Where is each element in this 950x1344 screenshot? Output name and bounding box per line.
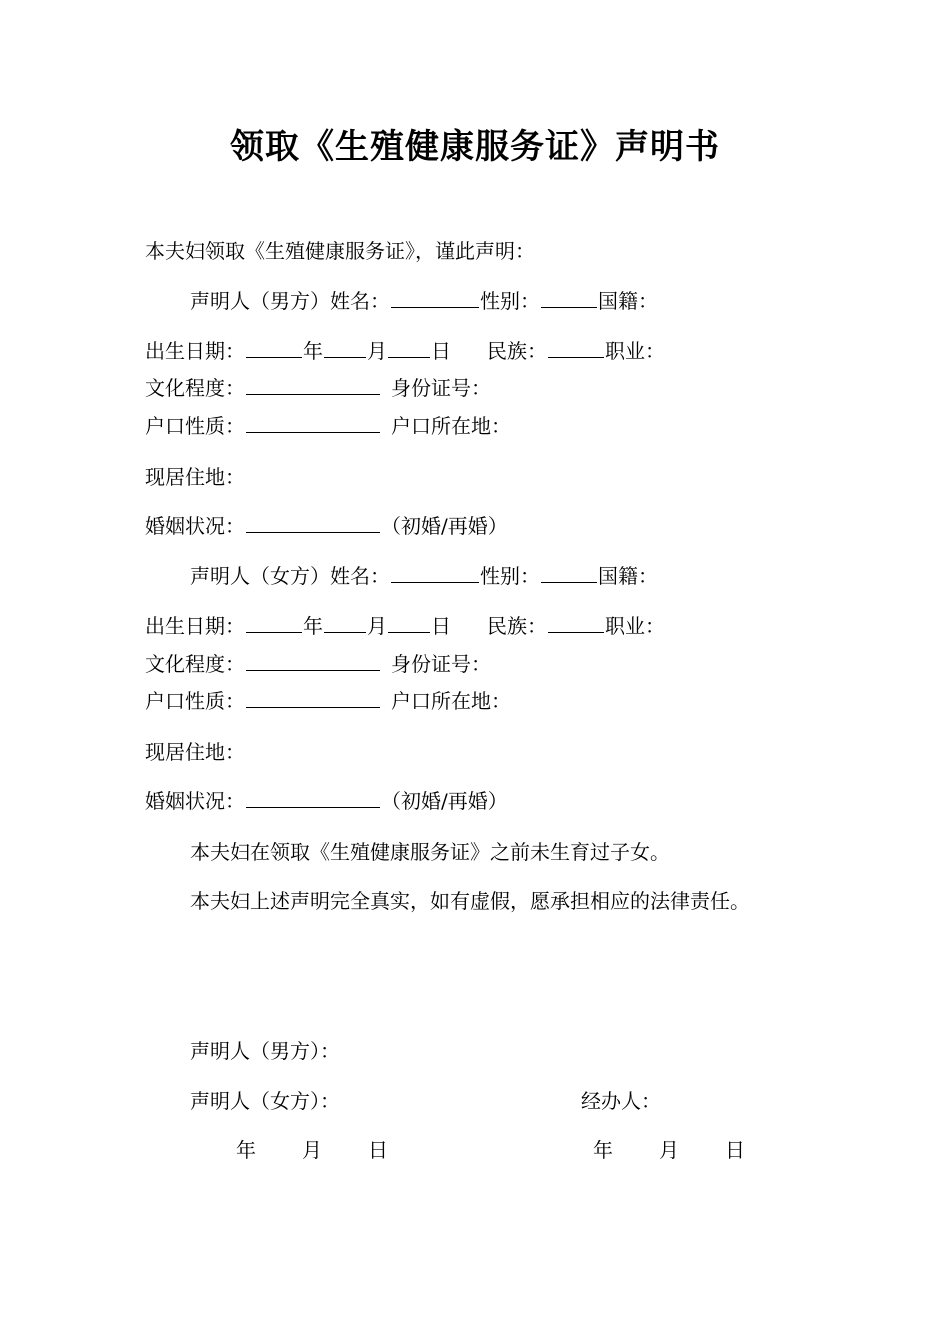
male-name-row xyxy=(190,287,658,315)
sign-day-label: 日 xyxy=(368,1138,388,1162)
female-hukou-row xyxy=(145,687,511,715)
month-label: 月 xyxy=(367,614,387,638)
female-marital-row xyxy=(145,787,508,815)
male-birth-day-blank[interactable] xyxy=(388,337,430,358)
female-residence-row xyxy=(145,738,245,766)
male-hukou-blank[interactable] xyxy=(246,412,380,433)
male-name-blank[interactable] xyxy=(391,287,479,308)
residence-label: 现居住地： xyxy=(145,740,245,764)
male-signature-label: 声明人（男方）： xyxy=(190,1039,340,1063)
female-marital-blank[interactable] xyxy=(246,787,380,808)
female-name-blank[interactable] xyxy=(391,562,479,583)
statement-truthful: 本夫妇上述声明完全真实，如有虚假，愿承担相应的法律责任。 xyxy=(190,889,750,913)
birth-date-label: 出生日期： xyxy=(145,614,245,638)
ethnicity-label: 民族： xyxy=(487,339,547,363)
education-label: 文化程度： xyxy=(145,652,245,676)
hukou-location-label: 户口所在地： xyxy=(391,414,511,438)
female-name-row xyxy=(190,562,658,590)
male-birth-year-blank[interactable] xyxy=(246,337,302,358)
male-ethnicity-blank[interactable] xyxy=(548,337,604,358)
id-number-label: 身份证号： xyxy=(391,652,491,676)
female-education-row xyxy=(145,650,491,678)
id-number-label: 身份证号： xyxy=(391,376,491,400)
marital-status-label: 婚姻状况： xyxy=(145,514,245,538)
male-residence-row xyxy=(145,463,245,491)
month-label: 月 xyxy=(367,339,387,363)
hukou-location-label: 户口所在地： xyxy=(391,689,511,713)
year-label: 年 xyxy=(303,339,323,363)
female-birth-row xyxy=(145,612,665,640)
nationality-label: 国籍： xyxy=(598,289,658,313)
gender-label: 性别： xyxy=(480,289,540,313)
marital-options: （初婚/再婚） xyxy=(381,514,508,538)
statement-no-children: 本夫妇在领取《生殖健康服务证》之前未生育过子女。 xyxy=(190,840,670,864)
year-label: 年 xyxy=(303,614,323,638)
marital-options: （初婚/再婚） xyxy=(381,789,508,813)
sign-month-label: 月 xyxy=(302,1138,322,1162)
female-birth-year-blank[interactable] xyxy=(246,612,302,633)
female-birth-day-blank[interactable] xyxy=(388,612,430,633)
handler-date-row xyxy=(593,1136,745,1164)
male-declarant-label: 声明人（男方）姓名： xyxy=(190,289,390,313)
day-label: 日 xyxy=(431,614,451,638)
birth-date-label: 出生日期： xyxy=(145,339,245,363)
handler-year-label: 年 xyxy=(593,1138,613,1162)
female-signature-label: 声明人（女方）： xyxy=(190,1089,340,1113)
day-label: 日 xyxy=(431,339,451,363)
female-declarant-label: 声明人（女方）姓名： xyxy=(190,564,390,588)
male-marital-row xyxy=(145,512,508,540)
male-gender-blank[interactable] xyxy=(541,287,597,308)
occupation-label: 职业： xyxy=(605,614,665,638)
female-birth-month-blank[interactable] xyxy=(324,612,366,633)
declarant-date-row xyxy=(236,1136,388,1164)
page-title: 领取《生殖健康服务证》声明书 xyxy=(230,127,720,167)
male-education-blank[interactable] xyxy=(246,374,380,395)
handler-signature-label: 经办人： xyxy=(581,1089,661,1113)
male-birth-row xyxy=(145,337,665,365)
hukou-type-label: 户口性质： xyxy=(145,414,245,438)
male-marital-blank[interactable] xyxy=(246,512,380,533)
education-label: 文化程度： xyxy=(145,376,245,400)
residence-label: 现居住地： xyxy=(145,465,245,489)
male-hukou-row xyxy=(145,412,511,440)
nationality-label: 国籍： xyxy=(598,564,658,588)
occupation-label: 职业： xyxy=(605,339,665,363)
male-birth-month-blank[interactable] xyxy=(324,337,366,358)
female-gender-blank[interactable] xyxy=(541,562,597,583)
handler-month-label: 月 xyxy=(659,1138,679,1162)
marital-status-label: 婚姻状况： xyxy=(145,789,245,813)
female-ethnicity-blank[interactable] xyxy=(548,612,604,633)
female-education-blank[interactable] xyxy=(246,650,380,671)
female-hukou-blank[interactable] xyxy=(246,687,380,708)
gender-label: 性别： xyxy=(480,564,540,588)
sign-year-label: 年 xyxy=(236,1138,256,1162)
hukou-type-label: 户口性质： xyxy=(145,689,245,713)
male-education-row xyxy=(145,374,491,402)
handler-day-label: 日 xyxy=(725,1138,745,1162)
ethnicity-label: 民族： xyxy=(487,614,547,638)
intro-text: 本夫妇领取《生殖健康服务证》，谨此声明： xyxy=(145,239,535,263)
